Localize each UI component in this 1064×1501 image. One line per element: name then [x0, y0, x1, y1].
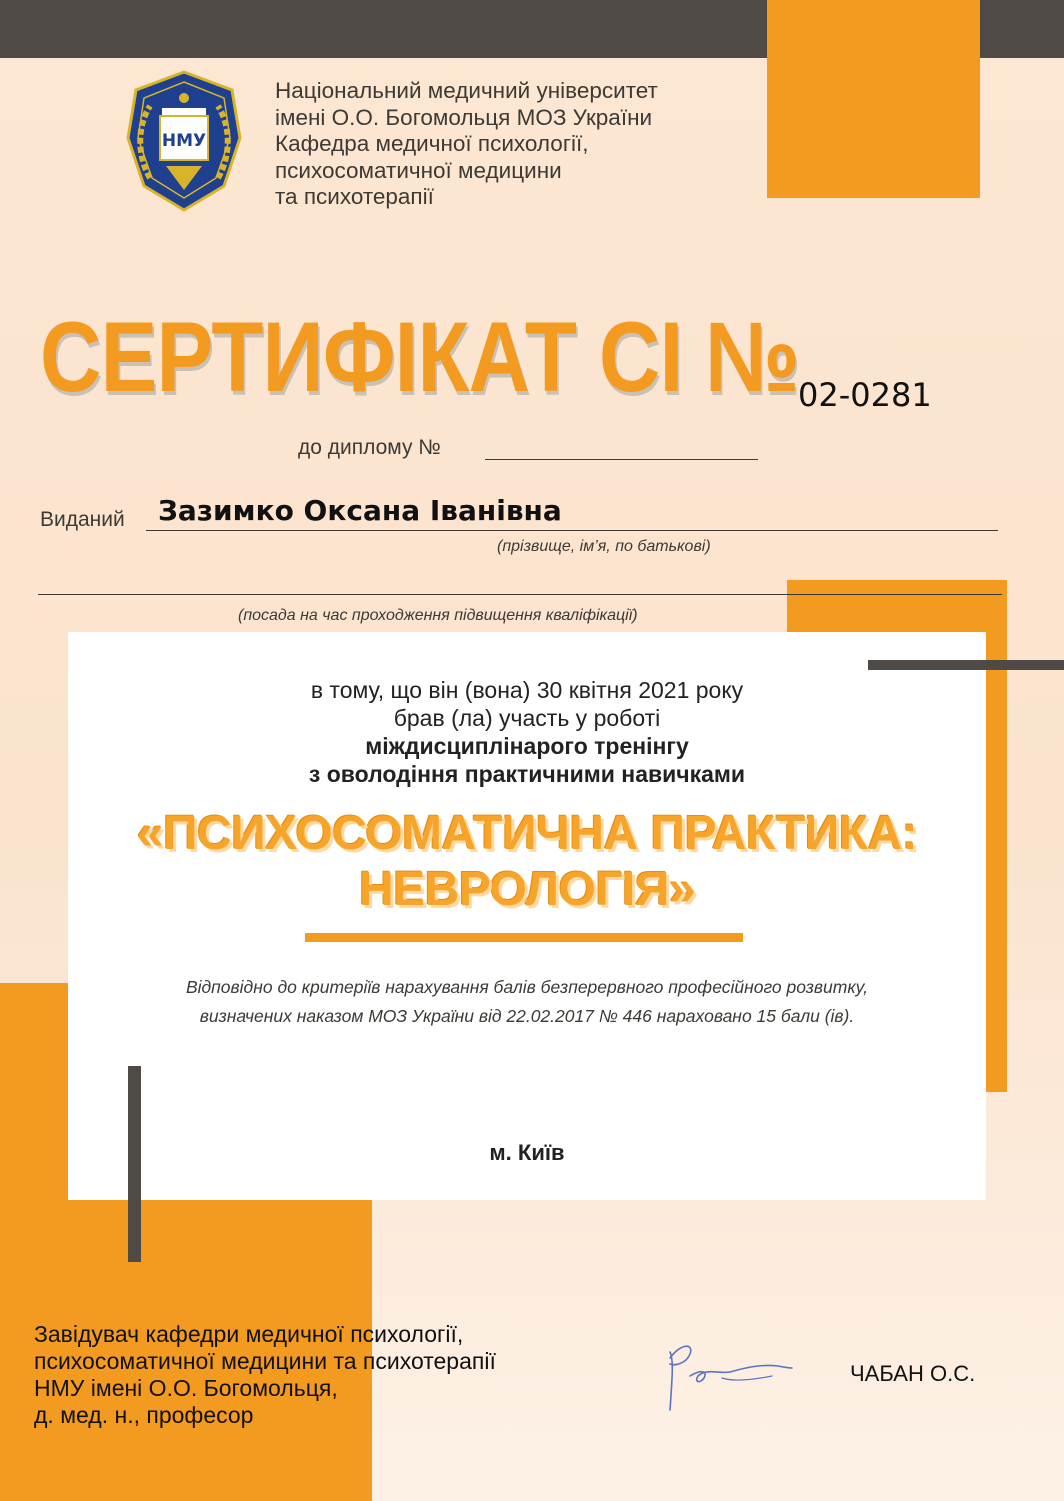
university-line: Кафедра медичної психології, [275, 131, 589, 156]
body-text-date: в тому, що він (вона) 30 квітня 2021 року [310, 677, 744, 703]
body-text-participation: брав (ла) участь у роботі [393, 705, 661, 731]
certificate-number: 02-0281 [798, 376, 932, 414]
diploma-label: до диплому № [298, 436, 441, 459]
credits-note-line-1: Відповідно до критеріїв нарахування балів безперервного професійного розвитку, [185, 977, 869, 997]
issued-label: Виданий [40, 508, 125, 531]
university-line: та психотерапії [275, 184, 434, 209]
right-dark-stripe [868, 660, 1064, 670]
top-orange-block [767, 0, 980, 198]
university-line: імені О.О. Богомольця МОЗ України [275, 104, 653, 130]
handwritten-signature-icon [660, 1330, 800, 1420]
head-title-line: НМУ імені О.О. Богомольця, [34, 1375, 338, 1401]
recipient-name-line [146, 530, 998, 531]
recipient-name: Зазимко Оксана Іванівна [158, 494, 562, 527]
course-title-underline [305, 933, 743, 942]
diploma-number-line [485, 459, 758, 460]
name-hint: (прізвище, ім’я, по батькові) [497, 538, 711, 555]
certificate-title: СЕРТИФІКАТ СІ № [40, 301, 800, 412]
department-head-title [34, 1321, 496, 1429]
course-title-line-2: НЕВРОЛОГІЯ» [358, 863, 696, 916]
university-line: Національний медичний університет [275, 78, 658, 103]
body-text-skills: з оволодіння практичними навичками [308, 761, 746, 787]
signer-name: ЧАБАН О.С. [850, 1361, 976, 1386]
credits-note-line-2: визначених наказом МОЗ України від 22.02.2017 № 446 нараховано 15 бали (ів). [199, 1006, 855, 1026]
city: м. Київ [489, 1140, 565, 1165]
head-title-line: д. мед. н., професор [34, 1402, 254, 1428]
university-header [275, 78, 765, 211]
position-line [38, 594, 1002, 595]
university-line: психосоматичної медицини [275, 157, 562, 183]
head-title-line: Завідувач кафедри медичної психології, [34, 1321, 464, 1347]
position-hint: (посада на час проходження підвищення кваліфікації) [238, 607, 638, 624]
head-title-line: психосоматичної медицини та психотерапії [34, 1348, 496, 1374]
body-text-training: міждисциплінарого тренінгу [365, 733, 689, 759]
course-title-line-1: «ПСИХОСОМАТИЧНА ПРАКТИКА: [136, 807, 918, 860]
university-seal-icon [120, 68, 248, 214]
seal-monogram: НМУ [161, 131, 207, 151]
